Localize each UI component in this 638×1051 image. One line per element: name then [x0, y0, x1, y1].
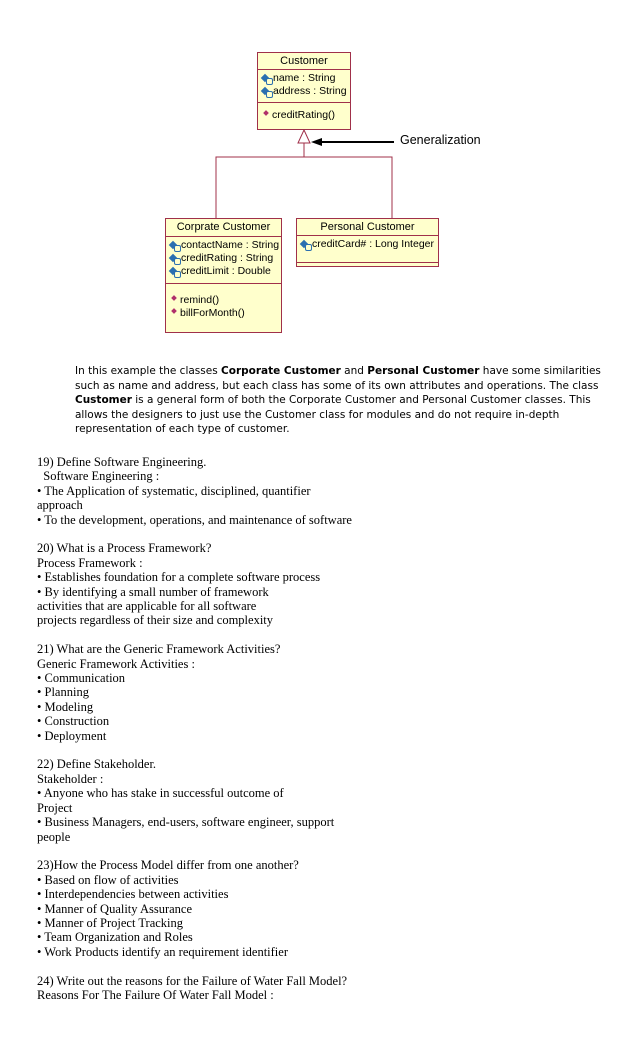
attribute-section	[166, 237, 281, 284]
generalization-label: Generalization	[400, 133, 481, 147]
answer-line: • The Application of systematic, disciplined, quantifier	[37, 483, 311, 498]
answer-line: • Deployment	[37, 728, 107, 743]
attribute-section	[297, 236, 438, 263]
attribute-icon	[261, 87, 272, 97]
class-title: Customer	[258, 53, 350, 70]
attribute-row: creditCard# : Long Integer	[300, 238, 438, 251]
generalization-arrowhead	[311, 138, 322, 146]
answer-line: • Establishes foundation for a complete software process	[37, 570, 321, 585]
answer-line: approach	[37, 498, 83, 513]
operation-section	[297, 263, 438, 270]
question-line: 20) What is a Process Framework?	[37, 541, 212, 556]
attribute-row: creditRating : String	[169, 252, 281, 265]
qa-block	[37, 455, 597, 527]
answer-line: • Based on flow of activities	[37, 872, 179, 887]
class-customer	[257, 52, 351, 130]
question-answer-section	[37, 455, 597, 1017]
qa-block	[37, 642, 597, 743]
attribute-row: contactName : String	[169, 239, 281, 252]
answer-line: • Team Organization and Roles	[37, 930, 193, 945]
attribute-section	[258, 70, 350, 103]
attribute-icon	[261, 74, 272, 84]
question-line: 21) What are the Generic Framework Activities?	[37, 642, 281, 657]
answer-line: • Manner of Project Tracking	[37, 915, 184, 930]
answer-line: • Manner of Quality Assurance	[37, 901, 193, 916]
attribute-icon	[169, 241, 180, 251]
operation-row: remind()	[169, 294, 281, 307]
operation-row: billForMonth()	[169, 307, 281, 320]
answer-line: • To the development, operations, and maintenance of software	[37, 512, 352, 527]
answer-line: • Work Products identify an requirement identifier	[37, 944, 288, 959]
answer-line: people	[37, 829, 71, 844]
answer-line: • By identifying a small number of framework	[37, 584, 269, 599]
attribute-icon	[169, 267, 180, 277]
answer-line: • Modeling	[37, 699, 94, 714]
answer-line: • Communication	[37, 671, 126, 686]
class-title: Corprate Customer	[166, 219, 281, 237]
question-line: 19) Define Software Engineering.	[37, 455, 207, 469]
operation-section	[166, 284, 281, 322]
operation-icon	[263, 111, 271, 121]
qa-block	[37, 858, 597, 959]
operation-row: creditRating()	[261, 109, 350, 122]
qa-block	[37, 541, 597, 627]
operation-section	[258, 103, 350, 124]
answer-line: • Planning	[37, 685, 89, 700]
operation-icon	[171, 309, 179, 319]
operation-icon	[171, 296, 179, 306]
answer-line: Software Engineering :	[37, 469, 160, 484]
answer-line: activities that are applicable for all software	[37, 599, 257, 614]
attribute-icon	[300, 240, 311, 250]
answer-line: Process Framework :	[37, 555, 143, 570]
qa-block	[37, 974, 597, 1003]
answer-line: Stakeholder :	[37, 771, 104, 786]
question-line: 24) Write out the reasons for the Failure of Water Fall Model?	[37, 973, 348, 988]
answer-line: • Interdependencies between activities	[37, 887, 229, 902]
class-personal-customer	[296, 218, 439, 267]
diagram-explanation-paragraph: In this example the classes Corporate Customer and Personal Customer have some similarities such as name and address, but each class has some of its own attributes and operations. The class Customer is a general form of both the Corporate Customer and Personal Customer classes. This allows the designers to just use the Customer class for modules and do not require in-depth representation of each type of customer.	[75, 365, 601, 435]
answer-line: • Anyone who has stake in successful outcome of	[37, 786, 284, 801]
answer-line: Generic Framework Activities :	[37, 656, 195, 671]
qa-block	[37, 757, 597, 843]
attribute-icon	[169, 254, 180, 264]
generalization-connectors	[0, 0, 638, 340]
attribute-row: name : String	[261, 72, 350, 85]
attribute-row: creditLimit : Double	[169, 265, 281, 278]
inheritance-triangle	[298, 130, 310, 143]
question-line: 23)How the Process Model differ from one another?	[37, 858, 299, 873]
uml-class-diagram	[0, 0, 638, 340]
question-line: 22) Define Stakeholder.	[37, 757, 157, 772]
answer-line: • Business Managers, end-users, software engineer, support	[37, 815, 335, 830]
class-title: Personal Customer	[297, 219, 438, 236]
answer-line: projects regardless of their size and complexity	[37, 613, 274, 628]
answer-line: Reasons For The Failure Of Water Fall Model :	[37, 987, 274, 1002]
class-corporate-customer	[165, 218, 282, 333]
answer-line: • Construction	[37, 714, 110, 729]
attribute-row: address : String	[261, 85, 350, 98]
answer-line: Project	[37, 800, 73, 815]
